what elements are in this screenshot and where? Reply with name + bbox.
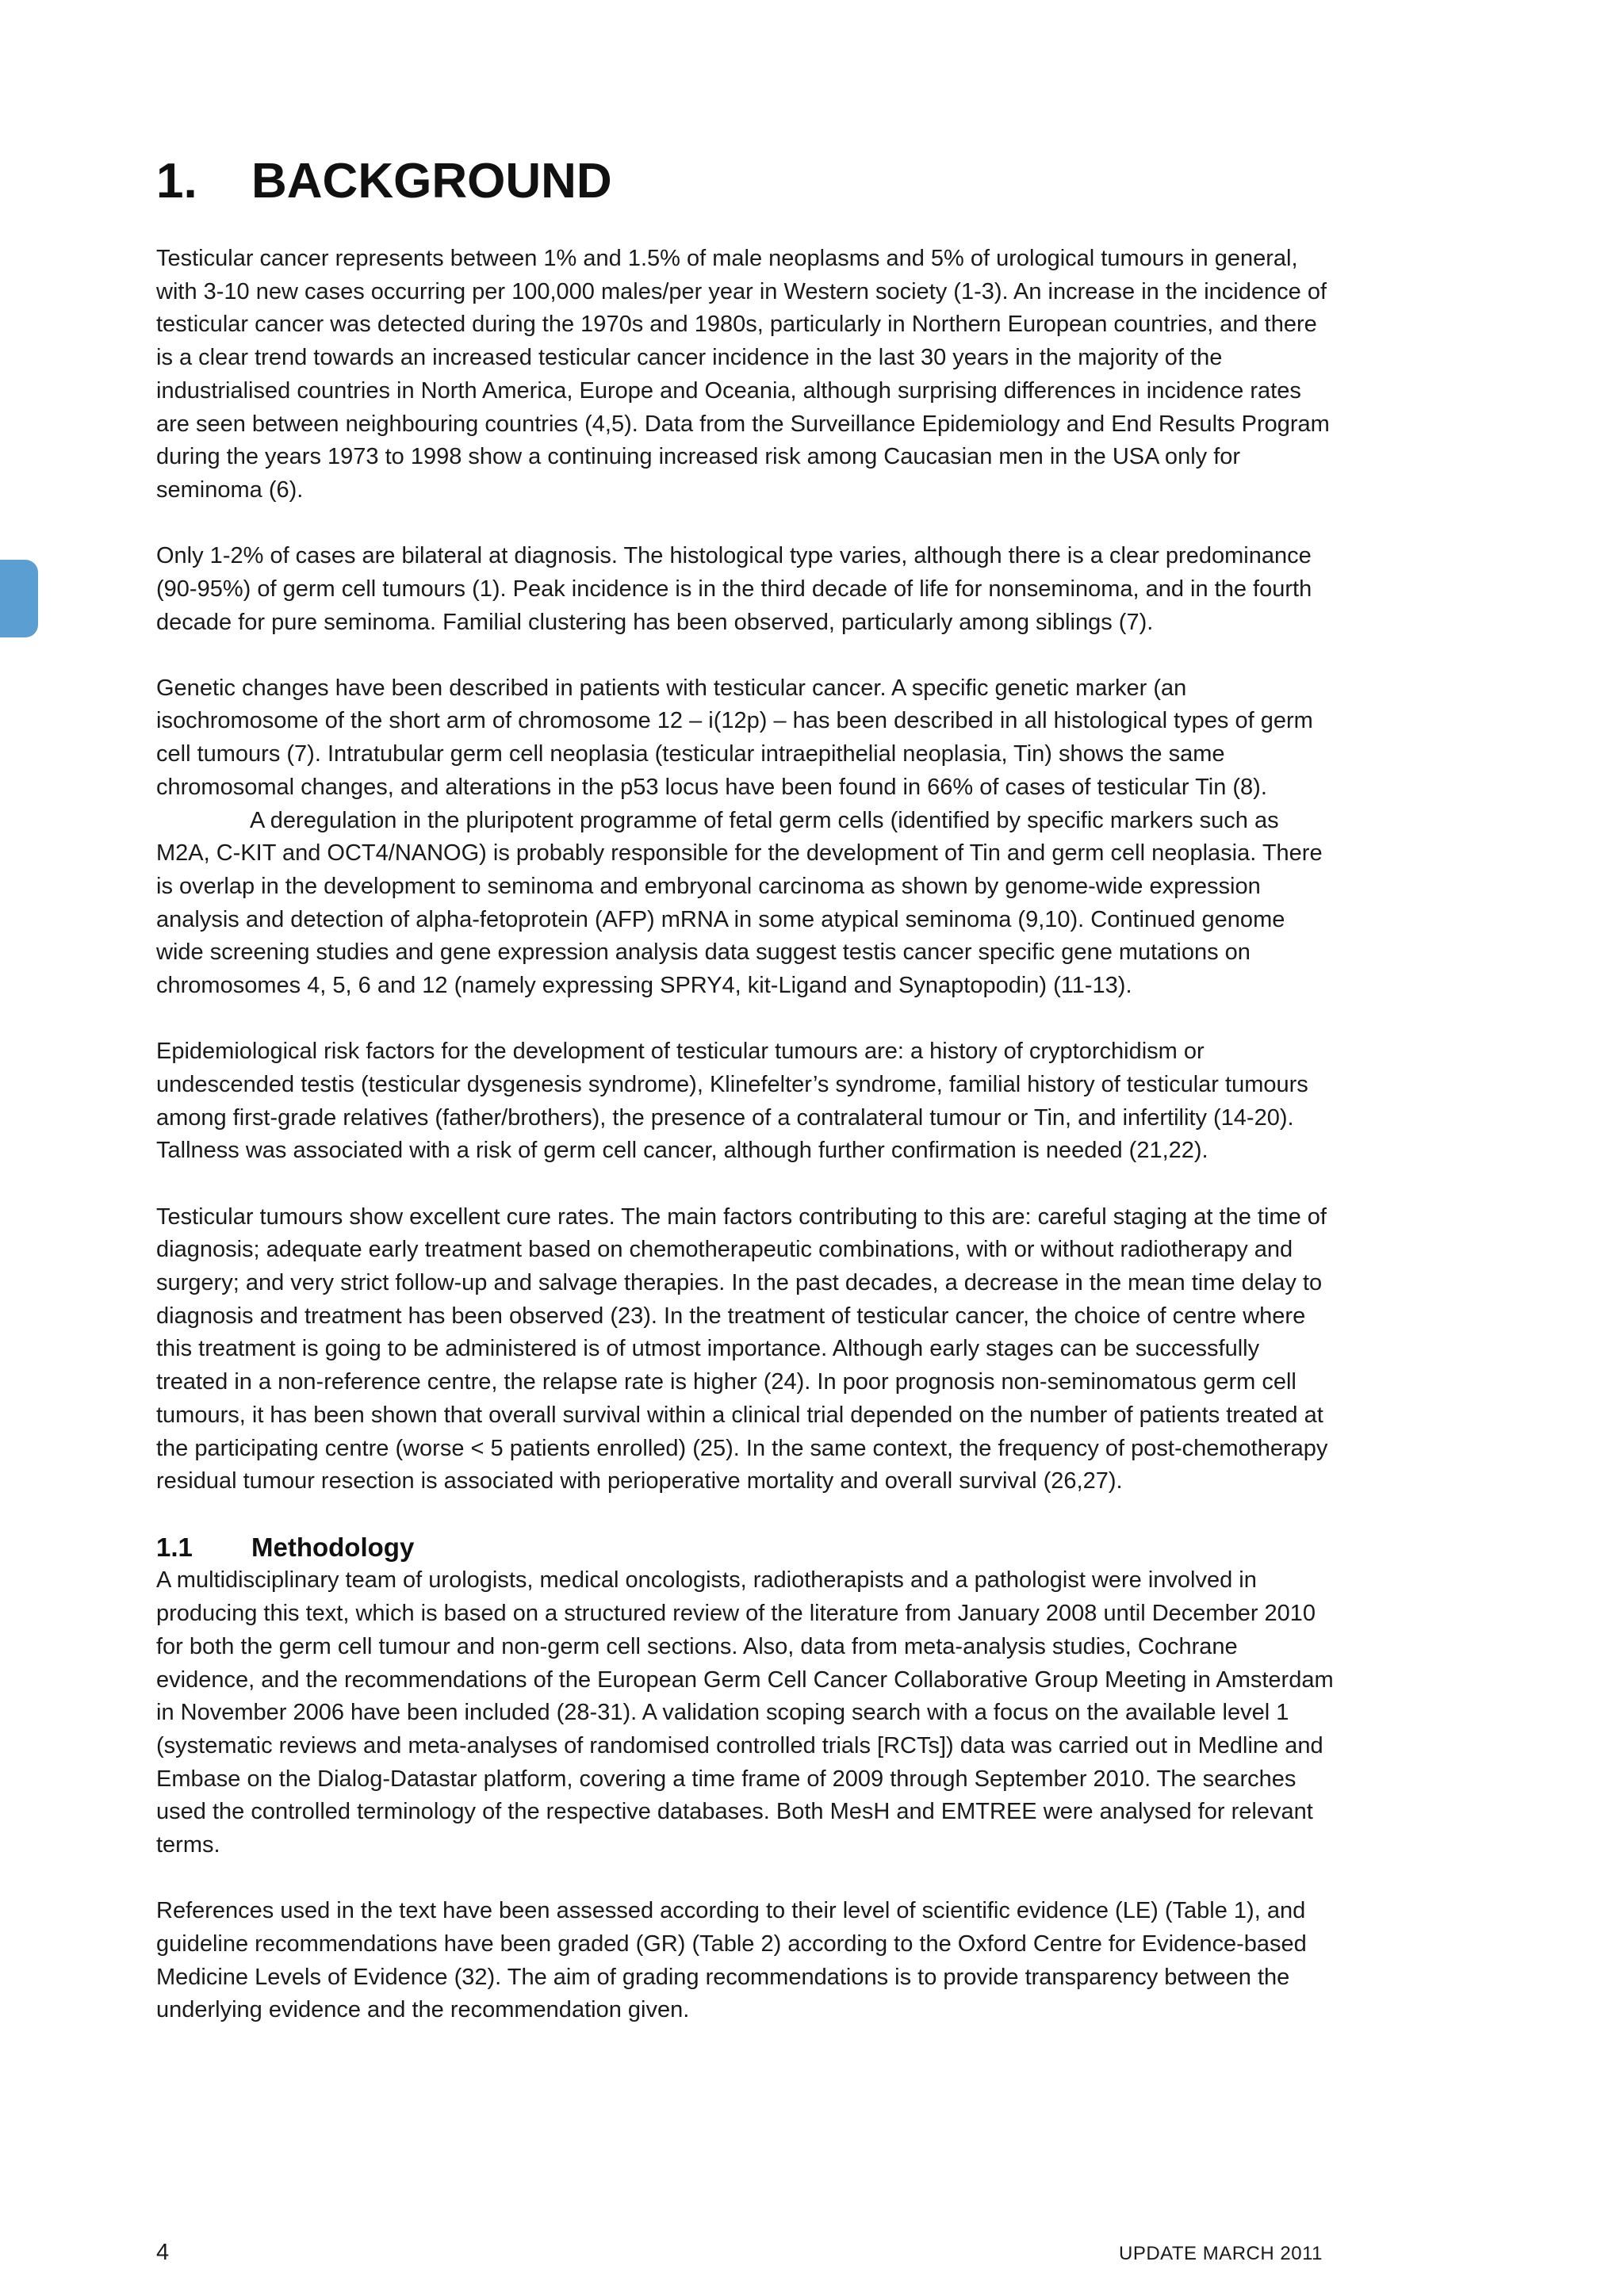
- chapter-heading: [156, 155, 1334, 208]
- chapter-number: 1.: [156, 154, 197, 209]
- paragraph-references-grading: References used in the text have been assessed according to their level of scientific evidence (LE) (Table 1), and guideline recommendations have been graded (GR) (Table 2) according to the Oxford Centre for Evidence-based Medicine Levels of Evidence (32). The aim of grading recommendations is to provide transparency between the underlying evidence and the recommendation given.: [156, 1898, 1307, 2023]
- section-number: 1.1: [156, 1533, 193, 1563]
- update-label: UPDATE MARCH 2011: [1118, 2243, 1323, 2264]
- section-title: Methodology: [251, 1533, 415, 1563]
- chapter-side-tab: [0, 560, 38, 637]
- section-heading-methodology: [156, 1531, 1334, 1564]
- paragraph-bilateral: Only 1-2% of cases are bilateral at diagnosis. The histological type varies, although there is a clear predominance (90-95%) of germ cell tumours (1). Peak incidence is in the third decade of life for nonseminoma, and in the fourth decade for pure seminoma. Familial clustering has been observed, particularly among siblings (7).: [156, 543, 1312, 635]
- paragraph-cure-rates: Testicular tumours show excellent cure rates. The main factors contributing to this are: careful staging at the time of diagnosis; adequate early treatment based on chemotherapeutic combinations, with or without radiotherapy and surgery; and very strict follow-up and salvage therapies. In the past decades, a decrease in the mean time delay to diagnosis and treatment has been observed (23). In the treatment of testicular cancer, the choice of centre where this treatment is going to be administered is of utmost importance. Although early stages can be successfully treated in a non-reference centre, the relapse rate is higher (24). In poor prognosis non-seminomatous germ cell tumours, it has been shown that overall survival within a clinical trial depended on the number of patients treated at the participating centre (worse < 5 patients enrolled) (25). In the same context, the frequency of post-chemotherapy residual tumour resection is associated with perioperative mortality and overall survival (26,27).: [156, 1203, 1328, 1494]
- page-number: 4: [156, 2240, 170, 2265]
- paragraph-incidence: Testicular cancer represents between 1% and 1.5% of male neoplasms and 5% of urological tumours in general, with 3-10 new cases occurring per 100,000 males/per year in Western society (1-3). An increase in the incidence of testicular cancer was detected during the 1970s and 1980s, particularly in Northern European countries, and there is a clear trend towards an increased testicular cancer incidence in the last 30 years in the majority of the industrialised countries in North America, Europe and Oceania, although surprising differences in incidence rates are seen between neighbouring countries (4,5). Data from the Surveillance Epidemiology and End Results Program during the years 1973 to 1998 show a continuing increased risk among Caucasian men in the USA only for seminoma (6).: [156, 246, 1330, 503]
- paragraph-deregulation: A deregulation in the pluripotent programme of fetal germ cells (identified by specific markers such as M2A, C-KIT and OCT4/NANOG) is probably responsible for the development of Tin and germ cell neoplasia. There is overlap in the development to seminoma and embryonal carcinoma as shown by genome-wide expression analysis and detection of alpha-fetoprotein (AFP) mRNA in some atypical seminoma (9,10). Continued genome wide screening studies and gene expression analysis data suggest testis cancer specific gene mutations on chromosomes 4, 5, 6 and 12 (namely expressing SPRY4, kit-Ligand and Synaptopodin) (11-13).: [156, 807, 1323, 999]
- chapter-title: BACKGROUND: [251, 154, 612, 209]
- paragraph-methodology-team: A multidisciplinary team of urologists, medical oncologists, radiotherapists and a pathologist were involved in producing this text, which is based on a structured review of the literature from January 2008 until December 2010 for both the germ cell tumour and non-germ cell sections. Also, data from meta-analysis studies, Cochrane evidence, and the recommendations of the European Germ Cell Cancer Collaborative Group Meeting in Amsterdam in November 2006 have been included (28-31). A validation scoping search with a focus on the available level 1 (systematic reviews and meta-analyses of randomised controlled trials [RCTs]) data was carried out in Medline and Embase on the Dialog-Datastar platform, covering a time frame of 2009 through September 2010. The searches used the controlled terminology of the respective databases. Both MesH and EMTREE were analysed for relevant terms.: [156, 1567, 1334, 1858]
- paragraph-risk-factors: Epidemiological risk factors for the development of testicular tumours are: a history of cryptorchidism or undescended testis (testicular dysgenesis syndrome), Klinefelter’s syndrome, familial history of testicular tumours among first-grade relatives (father/brothers), the presence of a contralateral tumour or Tin, and infertility (14-20). Tallness was associated with a risk of germ cell cancer, although further confirmation is needed (21,22).: [156, 1039, 1308, 1164]
- page-content: [156, 155, 1334, 2061]
- paragraph-genetic-changes: Genetic changes have been described in patients with testicular cancer. A specific genetic marker (an isochromosome of the short arm of chromosome 12 – i(12p) – has been described in all histological types of germ cell tumours (7). Intratubular germ cell neoplasia (testicular intraepithelial neoplasia, Tin) shows the same chromosomal changes, and alterations in the p53 locus have been found in 66% of cases of testicular Tin (8).: [156, 675, 1313, 800]
